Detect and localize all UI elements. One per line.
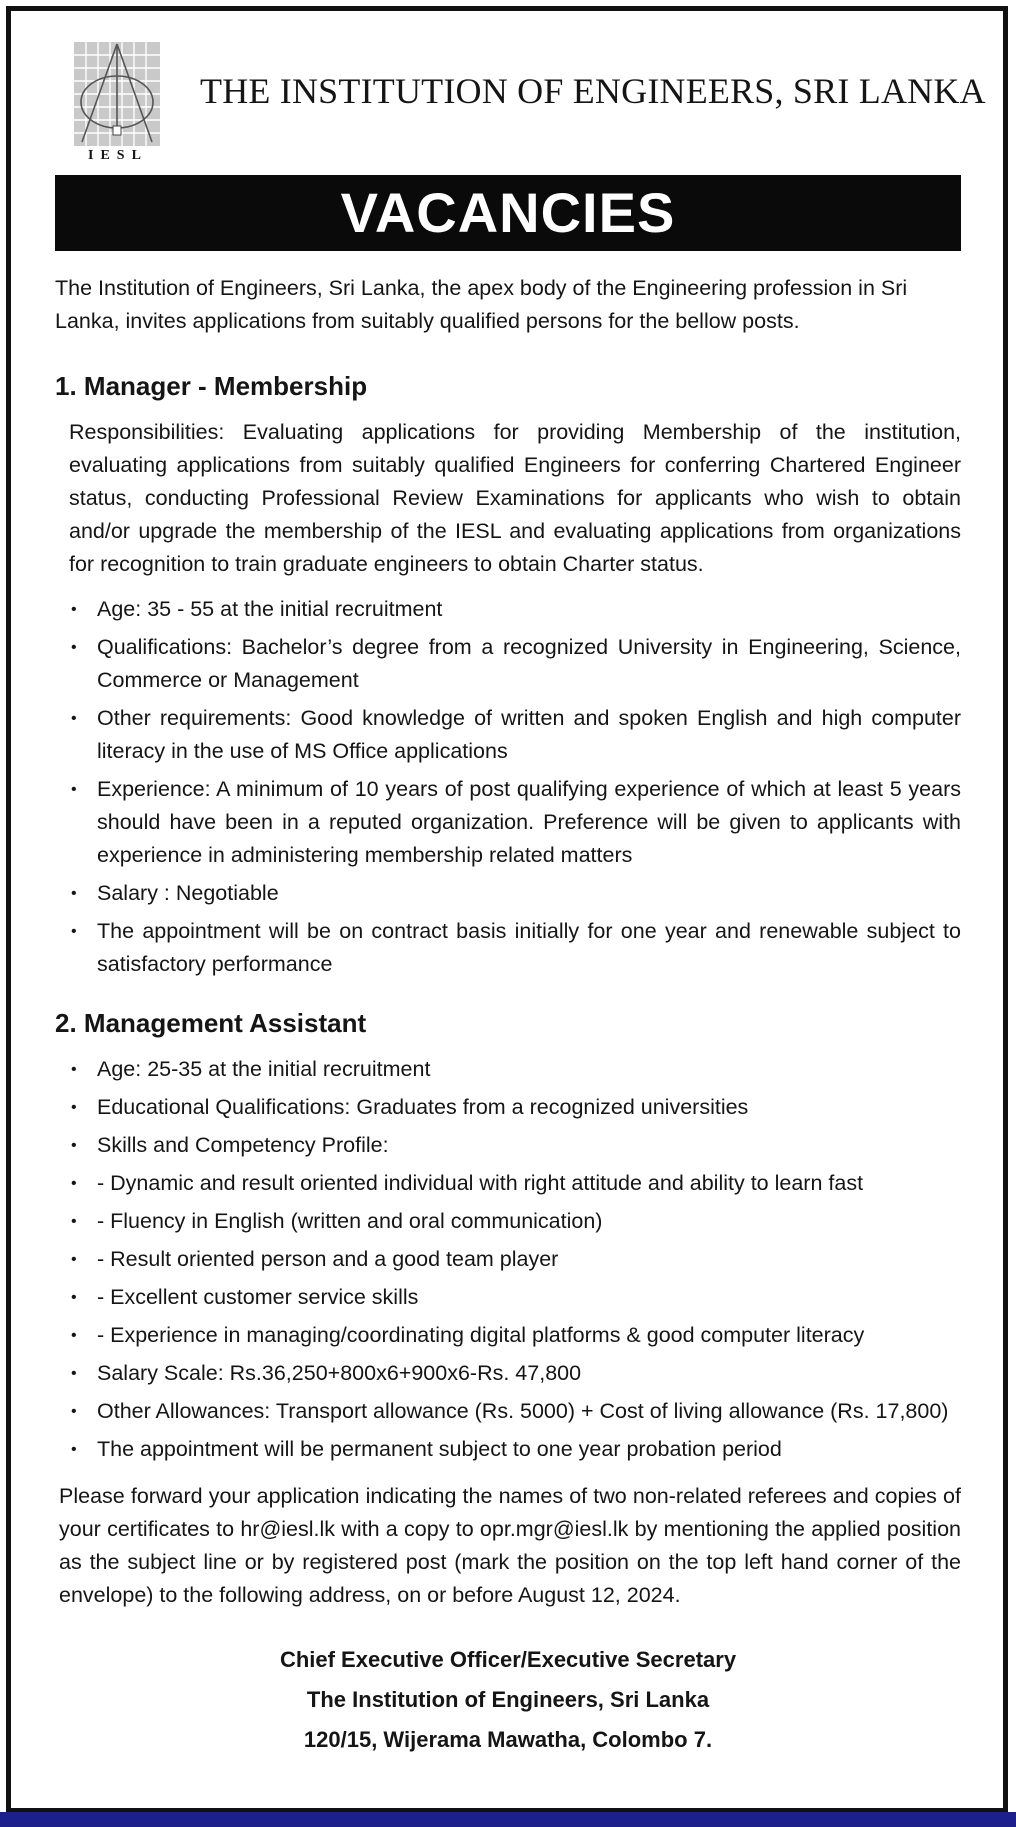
skill-item: • - Result oriented person and a good team player [69,1243,961,1276]
vacancies-banner: VACANCIES [55,175,961,251]
position-management-assistant [55,1005,961,1466]
skill-item: • - Fluency in English (written and oral communication) [69,1205,961,1238]
list-item [69,1129,961,1162]
application-instructions: Please forward your application indicating the names of two non-related referees and copies of your certificates to hr@iesl.lk with a copy to opr.mgr@iesl.lk by mentioning the applied position as the subject line or by registered post (mark the position on the top left hand corner of the envelope) to the following address, on or before August 12, 2024. [59,1484,961,1607]
address-line: The Institution of Engineers, Sri Lanka [306,1687,710,1712]
list-item: • Other Allowances: Transport allowance (Rs. 5000) + Cost of living allowance (Rs. 17,800) [69,1395,961,1428]
bottom-band [0,1812,1016,1827]
list-item: • Other requirements: Good knowledge of written and spoken English and high computer literacy in the use of MS Office applications [69,702,961,768]
position1-title: 1. Manager - Membership [55,371,368,401]
skill-item: • - Excellent customer service skills [69,1281,961,1314]
position2-title: 2. Management Assistant [55,1008,367,1038]
position-manager-membership [55,368,961,981]
intro-paragraph: The Institution of Engineers, Sri Lanka, the apex body of the Engineering profession in Sri Lanka, invites applications from suitably qualified persons for the bellow posts. [55,276,908,333]
skill-item: • - Dynamic and result oriented individual with right attitude and ability to learn fast [69,1167,961,1200]
address-line: 120/15, Wijerama Mawatha, Colombo 7. [303,1727,713,1752]
position2-terms [55,1357,961,1466]
skill-item: • - Experience in managing/coordinating digital platforms & good computer literacy [69,1319,961,1352]
position2-requirements [55,1053,961,1162]
logo-grid-icon [74,42,160,146]
position1-responsibilities: Responsibilities: Evaluating applications for providing Membership of the institution, evaluating applications from suitably qualified Engineers for conferring Chartered Engineer status, conducting Professional Review Examinations for applicants who wish to obtain and/or upgrade the membership of the IESL and evaluating applications from organizations for recognition to train graduate engineers to obtain Charter status. [69,420,961,576]
list-item: • The appointment will be on contract basis initially for one year and renewable subject to satisfactory performance [69,915,961,981]
list-item: • Age: 25-35 at the initial recruitment [69,1053,961,1086]
list-item: • Qualifications: Bachelor’s degree from a recognized University in Engineering, Science, Commerce or Management [69,631,961,697]
iesl-logo [72,34,166,164]
advertisement-body [55,272,961,1760]
position1-requirements [55,593,961,981]
list-item: • The appointment will be permanent subject to one year probation period [69,1433,961,1466]
address-line: Chief Executive Officer/Executive Secretary [279,1647,737,1672]
skills-list [55,1167,961,1352]
list-item: • Age: 35 - 55 at the initial recruitment [69,593,961,626]
list-item: • Salary : Negotiable [69,877,961,910]
list-item: • Experience: A minimum of 10 years of post qualifying experience of which at least 5 years should have been in a reputed organization. Preference will be given to applicants with experience in administering membership related matters [69,773,961,872]
org-title: THE INSTITUTION OF ENGINEERS, SRI LANKA [200,71,986,111]
list-item: • Educational Qualifications: Graduates from a recognized universities [69,1091,961,1124]
postal-address [55,1640,961,1760]
logo-text: IESL [88,148,148,163]
list-item: • Salary Scale: Rs.36,250+800x6+900x6-Rs. 47,800 [69,1357,961,1390]
skills-heading: Skills and Competency Profile: [97,1133,389,1157]
